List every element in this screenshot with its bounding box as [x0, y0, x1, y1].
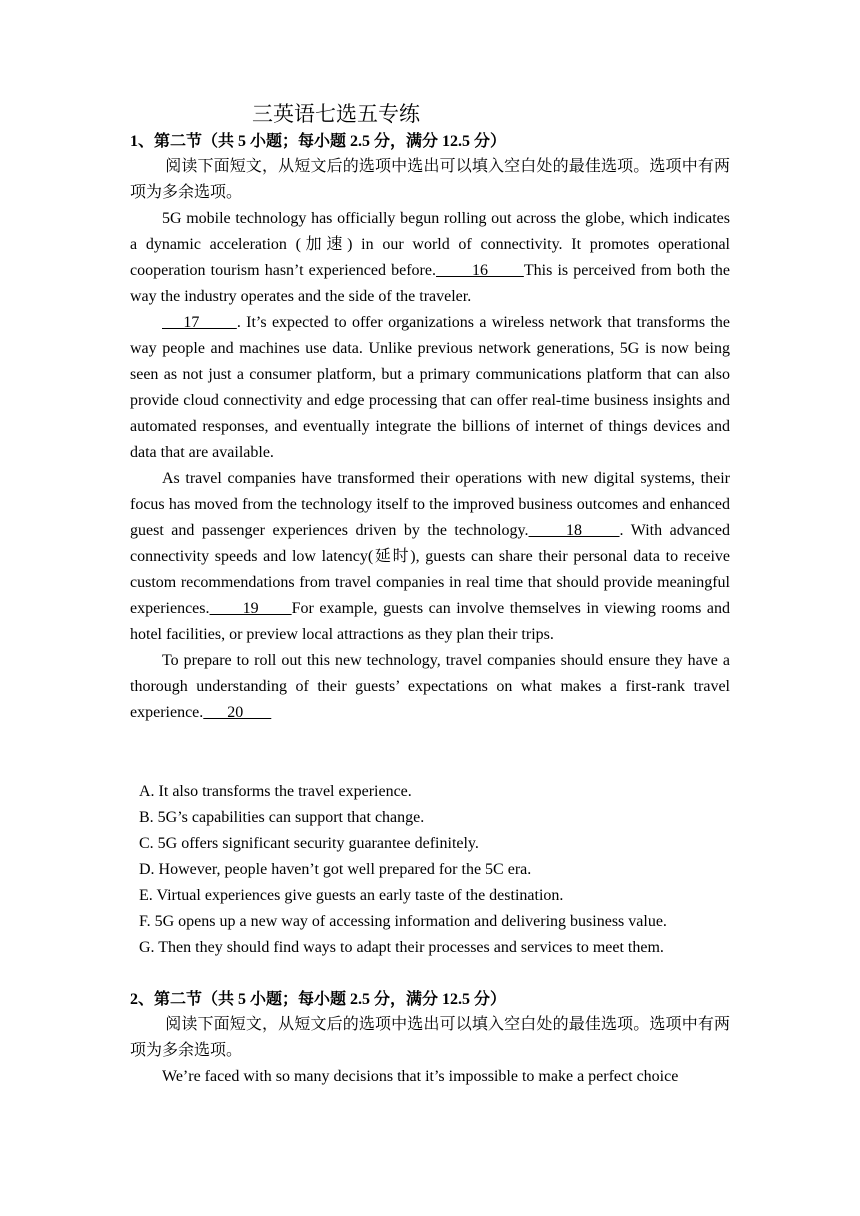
- option-d: D. However, people haven’t got well prepared for the 5C era.: [139, 861, 532, 878]
- passage-paragraph-1: 5G mobile technology has officially begun rolling out across the globe, which indicates a dynamic acceleration (加速) in our world of connectivity. It promotes operational cooperation tourism hasn’t experienced before. 16 This is perceived from both the way the industry operates and the side of the traveler.: [130, 210, 730, 305]
- option-c: C. 5G offers significant security guarantee definitely.: [139, 835, 479, 852]
- section-1-instruction: 阅读下面短文，从短文后的选项中选出可以填入空白处的最佳选项。选项中有两项为多余选项。: [130, 158, 730, 201]
- blank-16: 16: [435, 262, 524, 279]
- section-2-instruction: 阅读下面短文，从短文后的选项中选出可以填入空白处的最佳选项。选项中有两项为多余选项。: [130, 1016, 730, 1059]
- blank-20: 20: [203, 704, 272, 721]
- section-1-body: [130, 154, 730, 726]
- option-f: F. 5G opens up a new way of accessing information and delivering business value.: [139, 913, 667, 930]
- section-2-body: [130, 1012, 730, 1090]
- option-a: A. It also transforms the travel experience.: [139, 783, 412, 800]
- document-title: 三英语七选五专练: [252, 102, 420, 126]
- section-2-paragraph-1: We’re faced with so many decisions that it’s impossible to make a perfect choice: [162, 1068, 679, 1085]
- option-e: E. Virtual experiences give guests an early taste of the destination.: [139, 887, 564, 904]
- section-1-heading: 1、第二节（共 5 小题；每小题 2.5 分，满分 12.5 分）: [130, 133, 507, 150]
- blank-19: 19: [209, 600, 292, 617]
- passage-paragraph-2: 17 . It’s expected to offer organizations a wireless network that transforms the way people and machines use data. Unlike previous network generations, 5G is now being seen as not just a consumer platform, but a primary communications platform that can also provide cloud connectivity and edge processing that can offer real-time business insights and automated responses, and eventually integrate the billions of internet of things devices and data that are available.: [130, 314, 731, 461]
- option-b: B. 5G’s capabilities can support that change.: [139, 809, 425, 826]
- passage-paragraph-3: As travel companies have transformed their operations with new digital systems, their focus has moved from the technology itself to the improved business outcomes and enhanced guest and passenger experiences driven by the technology. 18 . With advanced connectivity speeds and low latency(延时), guests can share their personal data to receive custom recommendations from travel companies in real time that should provide meaningful experiences. 19 For example, guests can involve themselves in viewing rooms and hotel facilities, or preview local attractions as they plan their trips.: [130, 470, 731, 643]
- section-2-heading: 2、第二节（共 5 小题；每小题 2.5 分，满分 12.5 分）: [130, 991, 507, 1008]
- option-g: G. Then they should find ways to adapt their processes and services to meet them.: [139, 939, 664, 956]
- passage-paragraph-4: To prepare to roll out this new technology, travel companies should ensure they have a thorough understanding of their guests’ expectations on what makes a first-rank travel experience. 20: [130, 652, 730, 721]
- blank-18: 18: [528, 522, 620, 539]
- blank-17: 17: [162, 314, 237, 331]
